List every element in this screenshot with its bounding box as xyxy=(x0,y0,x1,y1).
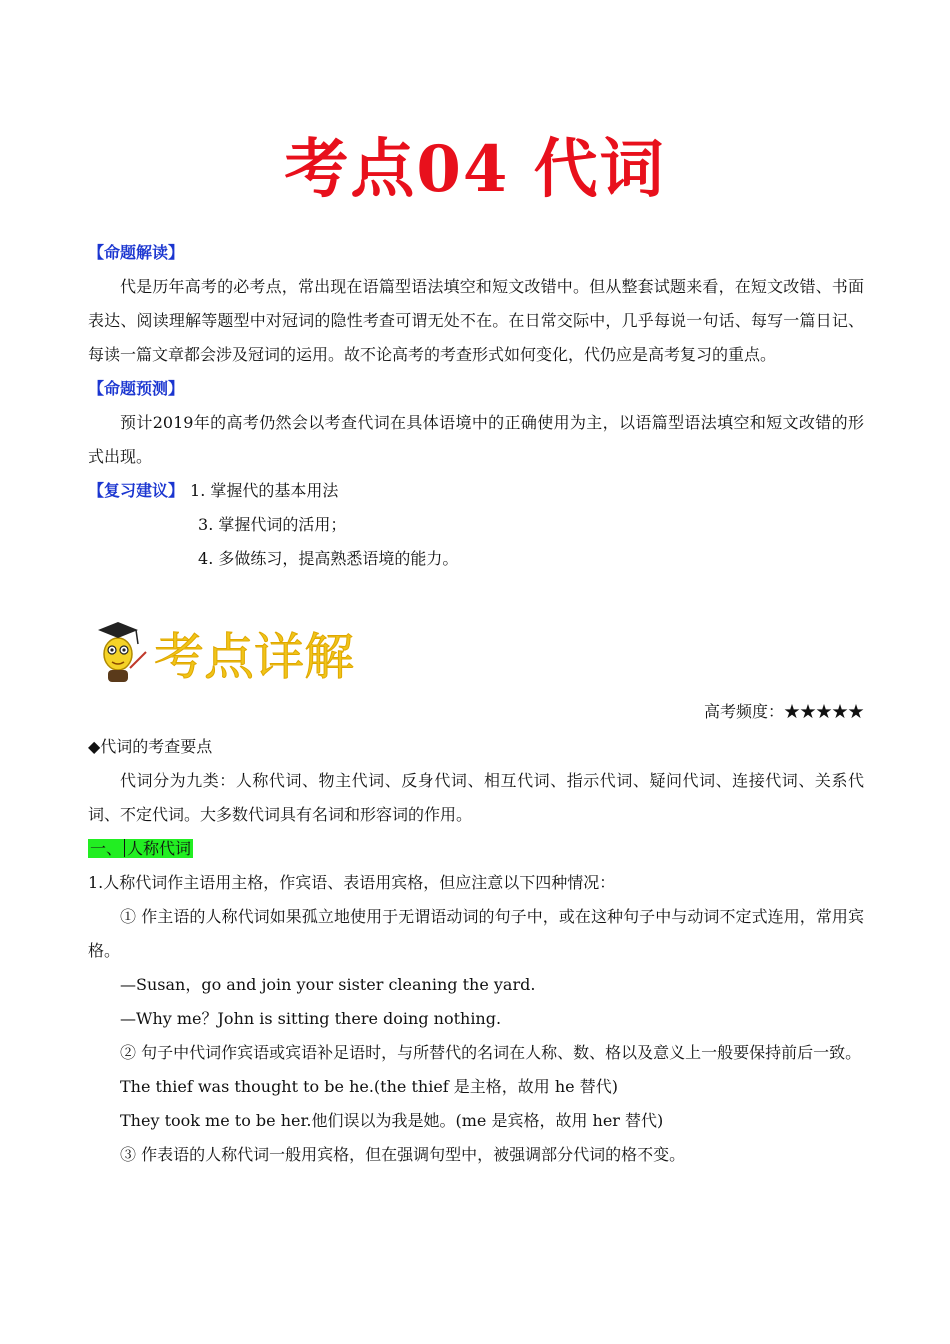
frequency-label: 高考频度： xyxy=(703,702,784,721)
section-header-advice: 【复习建议】 xyxy=(88,481,185,500)
advice-list xyxy=(184,474,458,576)
pronoun-intro: 代词分为九类：人称代词、物主代词、反身代词、相互代词、指示代词、疑问代词、连接代词、关系代词、不定代词。大多数代词具有名词和形容词的作用。 xyxy=(88,771,864,824)
example-2: —Why me？John is sitting there doing nothing. xyxy=(120,1009,502,1028)
subheading-highlight xyxy=(88,839,193,858)
case-1: ① 作主语的人称代词如果孤立地使用于无谓语动词的句子中，或在这种句子中与动词不定式连用，常用宾格。 xyxy=(88,907,864,960)
point-title: ◆代词的考查要点 xyxy=(88,737,213,756)
exam-frequency xyxy=(704,697,864,727)
case-3: ③ 作表语的人称代词一般用宾格，但在强调句型中，被强调部分代词的格不变。 xyxy=(120,1145,686,1164)
rule-1: 1.人称代词作主语用主格，作宾语、表语用宾格，但应注意以下四种情况： xyxy=(88,873,616,892)
prediction-text: 预计2019年的高考仍然会以考查代词在具体语境中的正确使用为主，以语篇型语法填空和短文改错的形式出现。 xyxy=(88,413,864,466)
advice-item: 1. 掌握代的基本用法 xyxy=(190,481,339,500)
example-4: They took me to be her.他们误以为我是她。(me 是宾格，故用 her 替代) xyxy=(120,1111,664,1130)
advice-item: 3. 掌握代词的活用； xyxy=(198,515,347,534)
page-title: 考点04 代词 xyxy=(284,132,666,207)
detail-banner xyxy=(88,612,408,692)
scholar-icon xyxy=(88,612,408,692)
subheading-text: 人称代词 xyxy=(127,839,192,858)
subheading-personal-pronouns xyxy=(88,832,864,866)
intro-sections xyxy=(88,236,864,576)
section-header-interpretation: 【命题解读】 xyxy=(88,243,185,262)
review-advice xyxy=(88,474,864,576)
frequency-stars: ★★★★★ xyxy=(783,702,864,721)
text-cursor xyxy=(124,839,125,857)
detail-content xyxy=(88,730,864,1172)
interpretation-text: 代是历年高考的必考点，常出现在语篇型语法填空和短文改错中。但从整套试题来看，在短文改错、书面表达、阅读理解等题型中对冠词的隐性考查可谓无处不在。在日常交际中，几乎每说一句话、每写一篇日记、每读一篇文章都会涉及冠词的运用。故不论高考的考查形式如何变化，代仍应是高考复习的重点。 xyxy=(88,277,864,364)
subheading-prefix: 一、 xyxy=(90,839,123,858)
example-3: The thief was thought to be he.(the thief 是主格，故用 he 替代) xyxy=(120,1077,618,1096)
advice-item: 4. 多做练习，提高熟悉语境的能力。 xyxy=(198,549,459,568)
example-1: —Susan，go and join your sister cleaning the yard. xyxy=(120,975,536,994)
banner-text: 考点详解 xyxy=(154,628,354,686)
section-header-prediction: 【命题预测】 xyxy=(88,379,185,398)
case-2: ② 句子中代词作宾语或宾语补足语时，与所替代的名词在人称、数、格以及意义上一般要保持前后一致。 xyxy=(120,1043,862,1062)
